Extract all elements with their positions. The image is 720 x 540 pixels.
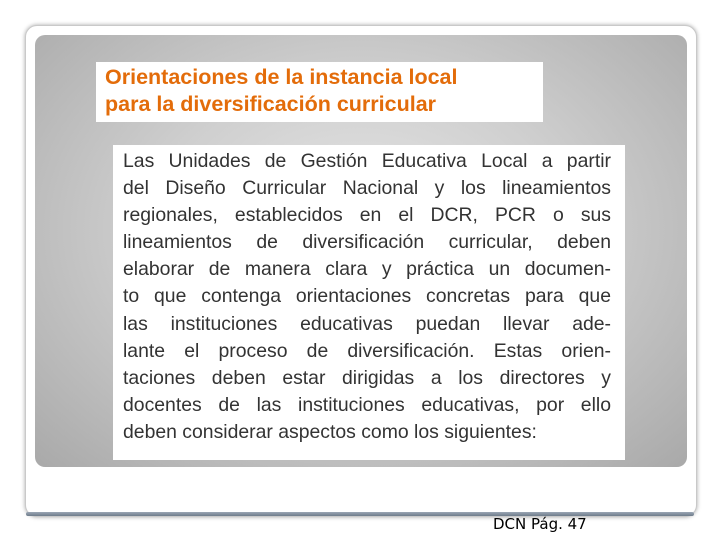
body-line: docentes de las instituciones educativas, por ello [123,393,611,416]
source-caption: DCN Pág. 47 [493,515,587,533]
title-box [96,62,543,122]
body-line: deben considerar aspectos como los siguientes: [123,420,537,443]
body-line: lante el proceso de diversificación. Estas orien- [123,339,611,362]
body-line: to que contenga orientaciones concretas para que [123,285,611,308]
title-line-1: Orientaciones de la instancia local [105,65,458,89]
body-line: lineamientos de diversificación curricular, deben [123,231,611,254]
body-line: elaborar de manera clara y práctica un documen- [123,258,611,281]
body-line: las instituciones educativas puedan llevar ade- [123,312,611,335]
body-line: del Diseño Curricular Nacional y los lineamientos [123,177,611,200]
slide-bottom-rule [26,512,694,516]
body-text-box [113,145,625,460]
body-line: Las Unidades de Gestión Educativa Local a partir [123,150,611,172]
title-line-2: para la diversificación curricular [105,92,437,116]
body-line: taciones deben estar dirigidas a los directores y [123,366,611,389]
body-line: regionales, establecidos en el DCR, PCR o sus [123,204,611,227]
